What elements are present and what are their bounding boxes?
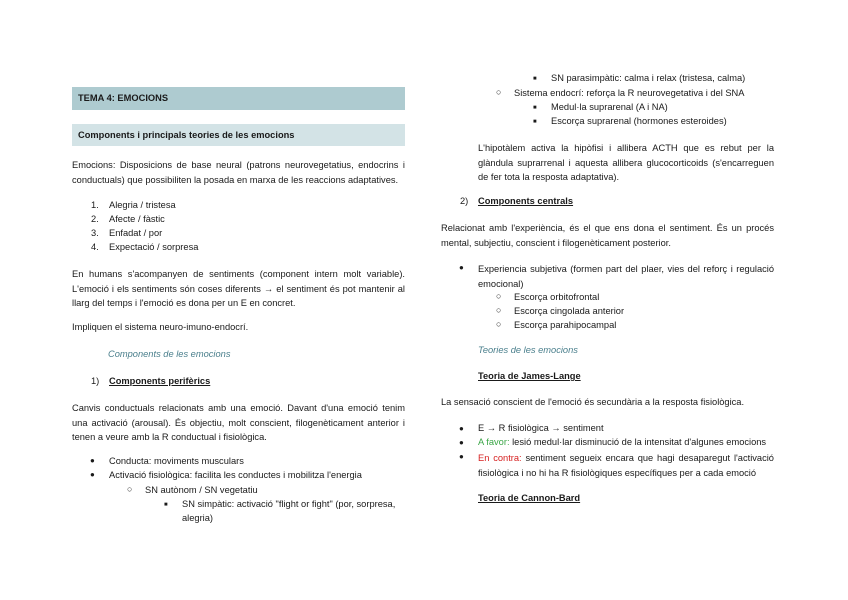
peripheral-paragraph: Canvis conductuals relacionats amb una emoció. Davant d'una emoció tenim una activació (arousal). És objectiu, molt conscient, filogenèticament anterior i tenen a veure amb la R conductual i fisiològica. [72,403,405,442]
list-number: 2. [91,214,99,224]
list-item: Afecte / fàstic [109,214,165,224]
list-item: Expectació / sorpresa [109,242,199,252]
list-item: Enfadat / por [109,228,163,238]
central-paragraph: Relacionat amb l'experiència, és el que ens dona el sentiment. És un procés mental, subjectiu, conscient i filogenèticament posterior. [441,223,774,248]
bullet-activacio: Activació fisiològica: facilita les conductes i mobilitza l'energia [109,470,362,480]
cannon-bard-heading: Teoria de Cannon-Bard [478,493,581,503]
square-bullet-icon: ■ [164,502,168,508]
list-number: 1. [91,200,99,210]
bullet-icon: ● [90,456,95,465]
circle-bullet-icon: ○ [496,305,502,315]
square-bullet-icon: ■ [533,76,537,82]
medulla-item: Medul·la suprarenal (A i NA) [551,102,668,112]
parasimpatic-item: SN parasimpàtic: calma i relax (tristesa, calma) [551,73,746,83]
theories-heading: Teories de les emocions [478,345,578,355]
bullet-conducta: Conducta: moviments musculars [109,456,244,466]
system-paragraph: Impliquen el sistema neuro-imuno-endocrí. [72,322,249,332]
area-item: Escorça orbitofrontal [514,292,600,302]
favor-item [478,437,766,447]
circle-bullet-icon: ○ [496,319,502,329]
favor-text: lesió medul·lar disminució de la intensitat d'algunes emocions [509,437,767,447]
circle-bullet-icon: ○ [496,87,502,97]
area-item: Escorça cingolada anterior [514,306,625,316]
favor-label: A favor: [478,437,510,447]
central-heading: Components centrals [478,196,574,206]
bullet-icon: ● [459,438,464,447]
circle-bullet-icon: ○ [496,291,502,301]
escorca-suprarenal-item: Escorça suprarenal (hormones esteroides) [551,116,727,126]
topic-title: TEMA 4: EMOCIONS [72,87,405,110]
list-number: 3. [91,228,99,238]
list-item: Alegria / tristesa [109,200,176,210]
contra-label: En contra: [478,453,522,463]
intro-paragraph: Emocions: Disposicions de base neural (patrons neurovegetatius, endocrins i conductuals) que possibiliten la posada en marxa de les reaccions adaptatives. [72,160,405,185]
list-number: 4. [91,242,99,252]
experiencia-item: Experiencia subjetiva (formen part del plaer, vies del reforç i regulació emocional) [478,264,774,289]
contra-item [478,451,774,480]
sub-bullet-simpatic-cont: alegria) [182,513,214,523]
james-lange-paragraph: La sensació conscient de l'emoció és secundària a la resposta fisiològica. [441,397,745,407]
sentiments-paragraph: En humans s'acompanyen de sentiments (component intern molt variable). L'emoció i els sentiments són coses diferents → el sentiment és pot mantenir al llarg del temps i l'emoció es dona per un E en concret. [72,269,405,308]
james-lange-heading: Teoria de James-Lange [478,371,581,381]
circle-bullet-icon: ○ [127,484,133,494]
components-heading: Components de les emocions [108,349,231,359]
endocri-item: Sistema endocrí: reforça la R neurovegetativa i del SNA [514,88,745,98]
section-title: Components i principals teories de les emocions [72,124,405,146]
square-bullet-icon: ■ [533,119,537,125]
contra-text: sentiment segueix encara que hagi desaparegut l'activació fisiològica i no hi ha R fisiològiques específiques per a cada emoció [478,453,774,478]
peripheral-heading: Components perifèrics [109,376,211,386]
bullet-icon: ● [459,263,464,272]
james-bullet-sequence: E → R fisiològica → sentiment [478,423,604,433]
sub-bullet-simpatic: SN simpàtic: activació "flight or fight" (por, sorpresa, [182,499,396,509]
area-item: Escorça parahipocampal [514,320,617,330]
bullet-icon: ● [459,424,464,433]
square-bullet-icon: ■ [533,105,537,111]
bullet-icon: ● [90,470,95,479]
heading-number: 2) [460,196,469,206]
bullet-icon: ● [459,452,464,461]
heading-number: 1) [91,376,100,386]
hipotalem-paragraph: L'hipotàlem activa la hipòfisi i allibera ACTH que es rebut per la glàndula suprarrenal i aquesta allibera glucocorticoids (s'encarreguen de fer tota la resposta adaptativa). [478,143,774,182]
sub-bullet-sna: SN autònom / SN vegetatiu [145,485,258,495]
